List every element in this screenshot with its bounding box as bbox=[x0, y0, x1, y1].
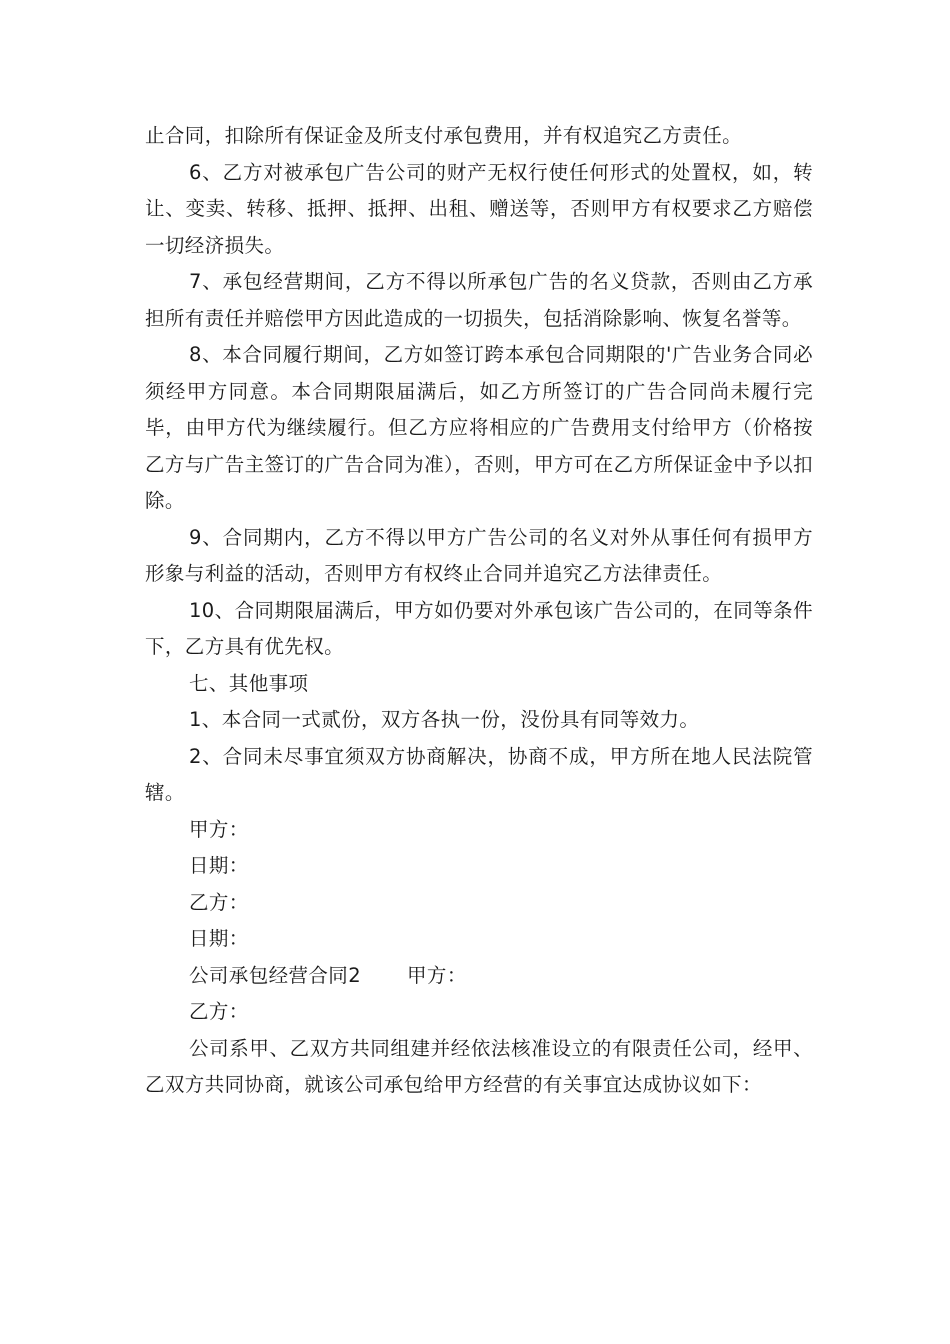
contract2-title: 公司承包经营合同2 bbox=[189, 963, 362, 987]
clause-10: 10、合同期限届满后，甲方如仍要对外承包该广告公司的，在同等条件下，乙方具有优先权。 bbox=[145, 598, 813, 658]
section-heading-other-matters: 七、其他事项 bbox=[189, 671, 309, 695]
clause-8: 8、本合同履行期间，乙方如签订跨本承包合同期限的'广告业务合同必须经甲方同意。本合同期限届满后，如乙方所签订的广告合同尚未履行完毕，由甲方代为继续履行。但乙方应将相应的广告费用支付给甲方（价格按乙方与广告主签订的广告合同为准），否则，甲方可在乙方所保证金中予以扣除。 bbox=[145, 343, 813, 512]
signature-date-b: 日期： bbox=[189, 927, 249, 950]
clause-9: 9、合同期内，乙方不得以甲方广告公司的名义对外从事任何有损甲方形象与利益的活动，否则甲方有权终止合同并追究乙方法律责任。 bbox=[145, 525, 813, 585]
clause-7: 7、承包经营期间，乙方不得以所承包广告的名义贷款，否则由乙方承担所有责任并赔偿甲方因此造成的一切损失，包括消除影响、恢复名誉等。 bbox=[145, 270, 813, 330]
contract2-party-a: 甲方： bbox=[407, 963, 467, 987]
contract2-party-b: 乙方： bbox=[189, 1000, 249, 1023]
clause-6: 6、乙方对被承包广告公司的财产无权行使任何形式的处置权，如，转让、变卖、转移、抵押、抵押、出租、赠送等，否则甲方有权要求乙方赔偿一切经济损失。 bbox=[145, 160, 813, 257]
signature-date-a: 日期： bbox=[189, 854, 249, 877]
paragraph-continuation: 止合同，扣除所有保证金及所支付承包费用，并有权追究乙方责任。 bbox=[145, 124, 743, 147]
other-clause-1: 1、本合同一式贰份，双方各执一份，没份具有同等效力。 bbox=[189, 708, 700, 731]
signature-party-b: 乙方： bbox=[189, 890, 249, 914]
contract2-intro: 公司系甲、乙双方共同组建并经依法核准设立的有限责任公司，经甲、乙双方共同协商，就该公司承包给甲方经营的有关事宜达成协议如下： bbox=[145, 1036, 813, 1096]
contract2-header bbox=[145, 958, 813, 995]
signature-party-a: 甲方： bbox=[189, 817, 249, 841]
other-clause-2: 2、合同未尽事宜须双方协商解决，协商不成，甲方所在地人民法院管辖。 bbox=[145, 744, 813, 804]
document-body bbox=[145, 118, 813, 1104]
